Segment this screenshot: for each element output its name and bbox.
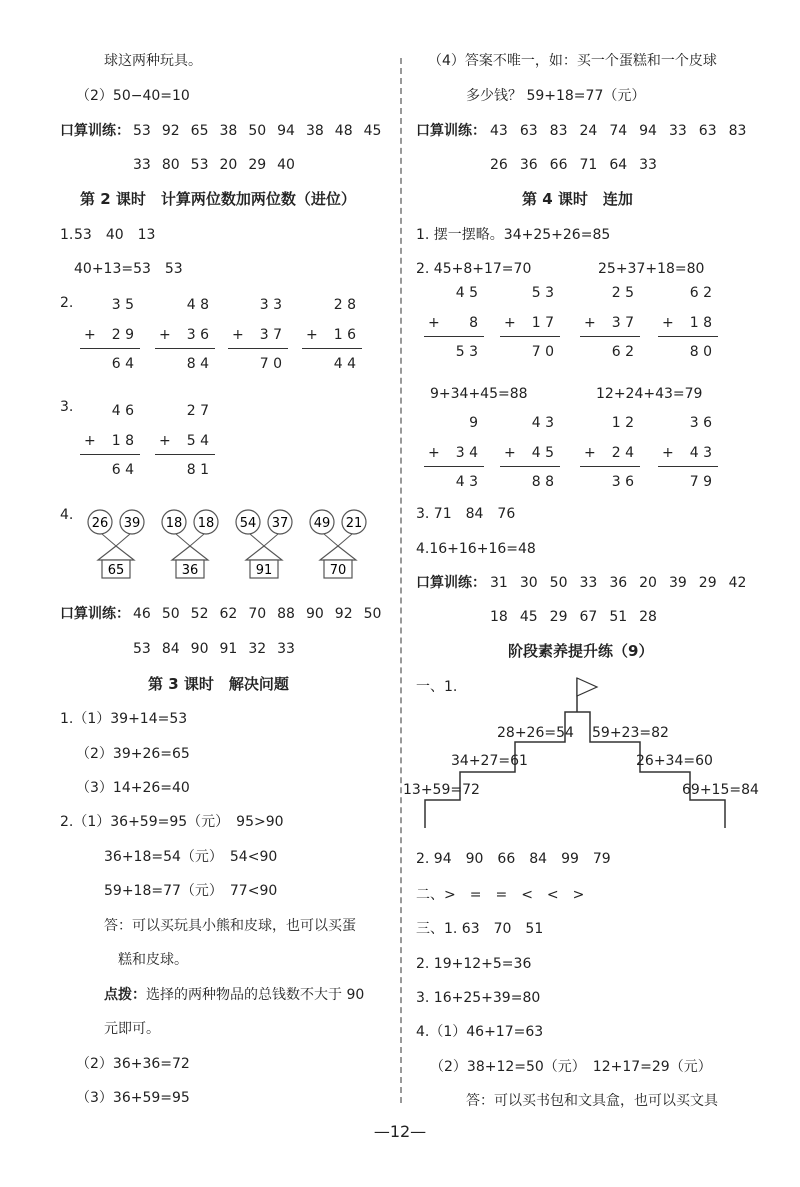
sum: 3 6	[611, 474, 634, 490]
vertical-addition	[302, 290, 362, 379]
left-line-1: 球这两种玩具。	[104, 53, 202, 69]
lesson-title: 第 2 课时 计算两位数加两位数（进位）	[80, 190, 356, 208]
oral-answers-row	[133, 156, 306, 174]
oral-answer: 50	[161, 606, 180, 622]
tip-line	[104, 986, 364, 1004]
plus-sign: +	[662, 445, 674, 461]
oral-answer: 33	[668, 123, 687, 139]
plus-sign: +	[84, 433, 96, 449]
oral-label: 口算训练：	[60, 606, 130, 622]
oral-answer: 84	[161, 641, 180, 657]
oral-answer: 62	[219, 606, 238, 622]
lesson-title: 第 4 课时 连加	[522, 190, 633, 208]
house-number: 91	[255, 563, 273, 578]
house-puzzle	[158, 502, 222, 582]
oral-answers-row	[133, 605, 392, 623]
addend-bottom: 2 4 +	[580, 438, 640, 468]
answer-line: 1. 摆一摆略。34+25+26=85	[416, 227, 611, 243]
plus-sign: +	[159, 327, 171, 343]
vertical-addition	[155, 290, 215, 379]
vertical-addition	[500, 408, 560, 497]
oral-answer: 50	[248, 123, 267, 139]
addend-bottom: 8 +	[424, 308, 484, 338]
vertical-addition	[658, 278, 718, 367]
oral-answer: 36	[609, 575, 628, 591]
bubble-number: 49	[313, 516, 331, 531]
addend-bottom: 2 9 +	[80, 320, 140, 350]
addend-top: 2 5	[611, 285, 634, 301]
addend-bottom: 1 7 +	[500, 308, 560, 338]
oral-answer: 90	[305, 606, 324, 622]
oral-answer: 53	[133, 123, 151, 139]
plus-sign: +	[232, 327, 244, 343]
oral-answer: 63	[698, 123, 717, 139]
sum: 8 4	[186, 356, 209, 372]
addend-top: 3 6	[689, 415, 712, 431]
oral-answer: 63	[519, 123, 538, 139]
addend-bottom: 3 7 +	[228, 320, 288, 350]
sum: 7 9	[689, 474, 712, 490]
addend-bottom: 4 5 +	[500, 438, 560, 468]
question-label: 1.	[60, 227, 74, 243]
oral-answer: 31	[490, 575, 508, 591]
oral-answer: 88	[277, 606, 295, 622]
addend-bottom: 3 4 +	[424, 438, 484, 468]
bubble-number: 21	[345, 516, 363, 531]
oral-answer: 70	[248, 606, 267, 622]
answer-line: 3. 16+25+39=80	[416, 990, 541, 1006]
oral-answers-row	[490, 156, 669, 174]
addend-bottom: 1 8 +	[658, 308, 718, 338]
vertical-addition	[658, 408, 718, 497]
addend-top: 9	[469, 415, 478, 431]
sum: 7 0	[531, 344, 554, 360]
sum: 8 8	[531, 474, 554, 490]
addend-top: 5 3	[531, 285, 554, 301]
oral-answer: 71	[579, 157, 598, 173]
sum: 8 0	[689, 344, 712, 360]
sum: 7 0	[259, 356, 282, 372]
oral-answer: 51	[609, 609, 628, 625]
sum: 6 2	[611, 344, 634, 360]
lesson-title: 第 3 课时 解决问题	[148, 675, 289, 693]
oral-answers-row	[490, 122, 758, 140]
vertical-addition	[580, 408, 640, 497]
left-line-2: （2）50−40=10	[76, 88, 190, 104]
addend-bottom: 5 4 +	[155, 426, 215, 456]
answer-line: 25+37+18=80	[598, 261, 705, 277]
oral-answer: 39	[668, 575, 687, 591]
oral-answer: 24	[579, 123, 598, 139]
flag-icon	[577, 678, 597, 696]
oral-answers-row	[133, 640, 306, 658]
vertical-addition	[80, 396, 140, 485]
addend-top: 4 5	[455, 285, 478, 301]
oral-answer: 30	[519, 575, 538, 591]
answer-line: （2）36+36=72	[76, 1056, 190, 1072]
house-number: 65	[107, 563, 125, 578]
oral-answer: 80	[161, 157, 180, 173]
answer-line: 三、1. 63 70 51	[416, 921, 544, 937]
plus-sign: +	[504, 315, 516, 331]
oral-answer: 26	[490, 157, 508, 173]
house-number: 70	[329, 563, 347, 578]
oral-answer: 94	[639, 123, 657, 139]
answer-line: 二、> = = < < >	[416, 887, 585, 903]
column-divider	[400, 58, 402, 1103]
page-number: —12—	[373, 1122, 427, 1141]
addend-top: 6 2	[689, 285, 712, 301]
oral-answer: 66	[549, 157, 568, 173]
stair-label: 34+27=61	[451, 753, 528, 769]
oral-answer: 46	[133, 606, 151, 622]
addend-bottom: 4 3 +	[658, 438, 718, 468]
oral-answer: 83	[728, 123, 747, 139]
plus-sign: +	[306, 327, 318, 343]
oral-answer: 92	[334, 606, 353, 622]
oral-answer: 20	[639, 575, 657, 591]
question-label: 4.	[60, 507, 74, 523]
oral-answer: 32	[248, 641, 267, 657]
oral-answer: 91	[219, 641, 238, 657]
oral-label: 口算训练：	[416, 123, 486, 139]
bubble-number: 18	[165, 516, 183, 531]
plus-sign: +	[428, 445, 440, 461]
oral-answer: 50	[363, 606, 382, 622]
oral-answer: 28	[639, 609, 657, 625]
vertical-addition	[155, 396, 215, 485]
vertical-addition	[424, 278, 484, 367]
addend-top: 4 3	[531, 415, 554, 431]
house-puzzle	[232, 502, 296, 582]
oral-answer: 38	[219, 123, 238, 139]
oral-answer: 83	[549, 123, 568, 139]
oral-answer: 64	[609, 157, 628, 173]
question-label: 2.	[60, 295, 74, 311]
sum: 4 4	[333, 356, 356, 372]
plus-sign: +	[584, 315, 596, 331]
answer-line: 12+24+43=79	[596, 386, 703, 402]
vertical-addition	[580, 278, 640, 367]
bubble-number: 54	[239, 516, 257, 531]
house-puzzle	[84, 502, 148, 582]
stair-label: 26+34=60	[636, 753, 713, 769]
plus-sign: +	[662, 315, 674, 331]
sum: 5 3	[455, 344, 478, 360]
oral-answer: 18	[490, 609, 508, 625]
answer-line: （3）14+26=40	[76, 780, 190, 796]
answer-line: 2. 45+8+17=70	[416, 261, 532, 277]
oral-answers-row	[133, 122, 392, 140]
stair-label: 13+59=72	[403, 782, 480, 798]
right-line-1: （4）答案不唯一，如：买一个蛋糕和一个皮球	[428, 53, 717, 69]
oral-answer: 67	[579, 609, 598, 625]
answer-line: 53 40 13	[74, 227, 156, 243]
stair-label: 59+23=82	[592, 725, 669, 741]
sum: 4 3	[455, 474, 478, 490]
answer-line: （2）38+12=50（元） 12+17=29（元）	[430, 1059, 712, 1075]
addend-top: 1 2	[611, 415, 634, 431]
answer-line: 3. 71 84 76	[416, 506, 516, 522]
vertical-addition	[500, 278, 560, 367]
addend-bottom: 1 6 +	[302, 320, 362, 350]
oral-answer: 53	[190, 157, 209, 173]
oral-answer: 29	[698, 575, 717, 591]
bubble-number: 18	[197, 516, 215, 531]
oral-answer: 52	[190, 606, 209, 622]
tip-line: 元即可。	[104, 1021, 160, 1037]
addend-top: 2 7	[186, 403, 209, 419]
oral-answer: 65	[190, 123, 209, 139]
answer-line: 糕和皮球。	[118, 952, 188, 968]
oral-answer: 45	[519, 609, 538, 625]
question-label: 3.	[60, 399, 74, 415]
answer-line: 2. 94 90 66 84 99 79	[416, 851, 611, 867]
addend-bottom: 3 6 +	[155, 320, 215, 350]
oral-answer: 48	[334, 123, 353, 139]
answer-line: 4.（1）46+17=63	[416, 1024, 544, 1040]
oral-answer: 33	[579, 575, 598, 591]
answer-line: 答：可以买玩具小熊和皮球，也可以买蛋	[104, 918, 356, 934]
addend-top: 2 8	[333, 297, 356, 313]
oral-answer: 90	[190, 641, 209, 657]
oral-answer: 29	[248, 157, 267, 173]
oral-answer: 45	[363, 123, 382, 139]
oral-answer: 40	[277, 157, 295, 173]
sum: 8 1	[186, 462, 209, 478]
vertical-addition	[80, 290, 140, 379]
answer-line: 40+13=53 53	[74, 261, 183, 277]
oral-answer: 43	[490, 123, 508, 139]
tip-text: 选择的两种物品的总钱数不大于 90	[146, 987, 365, 1003]
oral-answer: 53	[133, 641, 151, 657]
addend-bottom: 1 8 +	[80, 426, 140, 456]
oral-answer: 38	[305, 123, 324, 139]
oral-answer: 33	[133, 157, 151, 173]
oral-label: 口算训练：	[416, 575, 486, 591]
plus-sign: +	[504, 445, 516, 461]
addend-bottom: 3 7 +	[580, 308, 640, 338]
bubble-number: 39	[123, 516, 141, 531]
oral-answer: 74	[609, 123, 628, 139]
bubble-number: 37	[271, 516, 289, 531]
house-puzzle	[306, 502, 370, 582]
answer-line: 9+34+45=88	[430, 386, 528, 402]
answer-line: （2）39+26=65	[76, 746, 190, 762]
plus-sign: +	[428, 315, 440, 331]
answer-line: 2. 19+12+5=36	[416, 956, 532, 972]
answer-line: 36+18=54（元） 54<90	[104, 849, 278, 865]
oral-answer: 92	[161, 123, 180, 139]
stair-label: 69+15=84	[682, 782, 759, 798]
vertical-addition	[228, 290, 288, 379]
addend-top: 4 8	[186, 297, 209, 313]
plus-sign: +	[584, 445, 596, 461]
oral-answer: 36	[519, 157, 538, 173]
answer-line: 一、1.	[416, 679, 458, 695]
sum: 6 4	[111, 356, 134, 372]
answer-line: 1.（1）39+14=53	[60, 711, 188, 727]
section-title: 阶段素养提升练（9）	[508, 642, 654, 660]
tip-label: 点拨：	[104, 987, 146, 1003]
stair-label: 28+26=54	[497, 725, 574, 741]
house-number: 36	[181, 563, 199, 578]
sum: 6 4	[111, 462, 134, 478]
plus-sign: +	[84, 327, 96, 343]
answer-line: 答：可以买书包和文具盒，也可以买文具	[466, 1093, 718, 1109]
answer-line: （3）36+59=95	[76, 1090, 190, 1106]
oral-answers-row	[490, 574, 758, 592]
oral-label: 口算训练：	[60, 123, 130, 139]
plus-sign: +	[159, 433, 171, 449]
oral-answer: 42	[728, 575, 747, 591]
oral-answers-row	[490, 608, 669, 626]
oral-answer: 33	[639, 157, 657, 173]
vertical-addition	[424, 408, 484, 497]
answer-line: 59+18=77（元） 77<90	[104, 883, 278, 899]
oral-answer: 33	[277, 641, 295, 657]
addend-top: 4 6	[111, 403, 134, 419]
answer-line: 4.16+16+16=48	[416, 541, 536, 557]
addend-top: 3 3	[259, 297, 282, 313]
oral-answer: 20	[219, 157, 238, 173]
oral-answer: 94	[277, 123, 295, 139]
oral-answer: 50	[549, 575, 568, 591]
addend-top: 3 5	[111, 297, 134, 313]
oral-answer: 29	[549, 609, 568, 625]
right-line-2: 多少钱？ 59+18=77（元）	[466, 88, 646, 104]
bubble-number: 26	[91, 516, 109, 531]
answer-line: 2.（1）36+59=95（元） 95>90	[60, 814, 284, 830]
